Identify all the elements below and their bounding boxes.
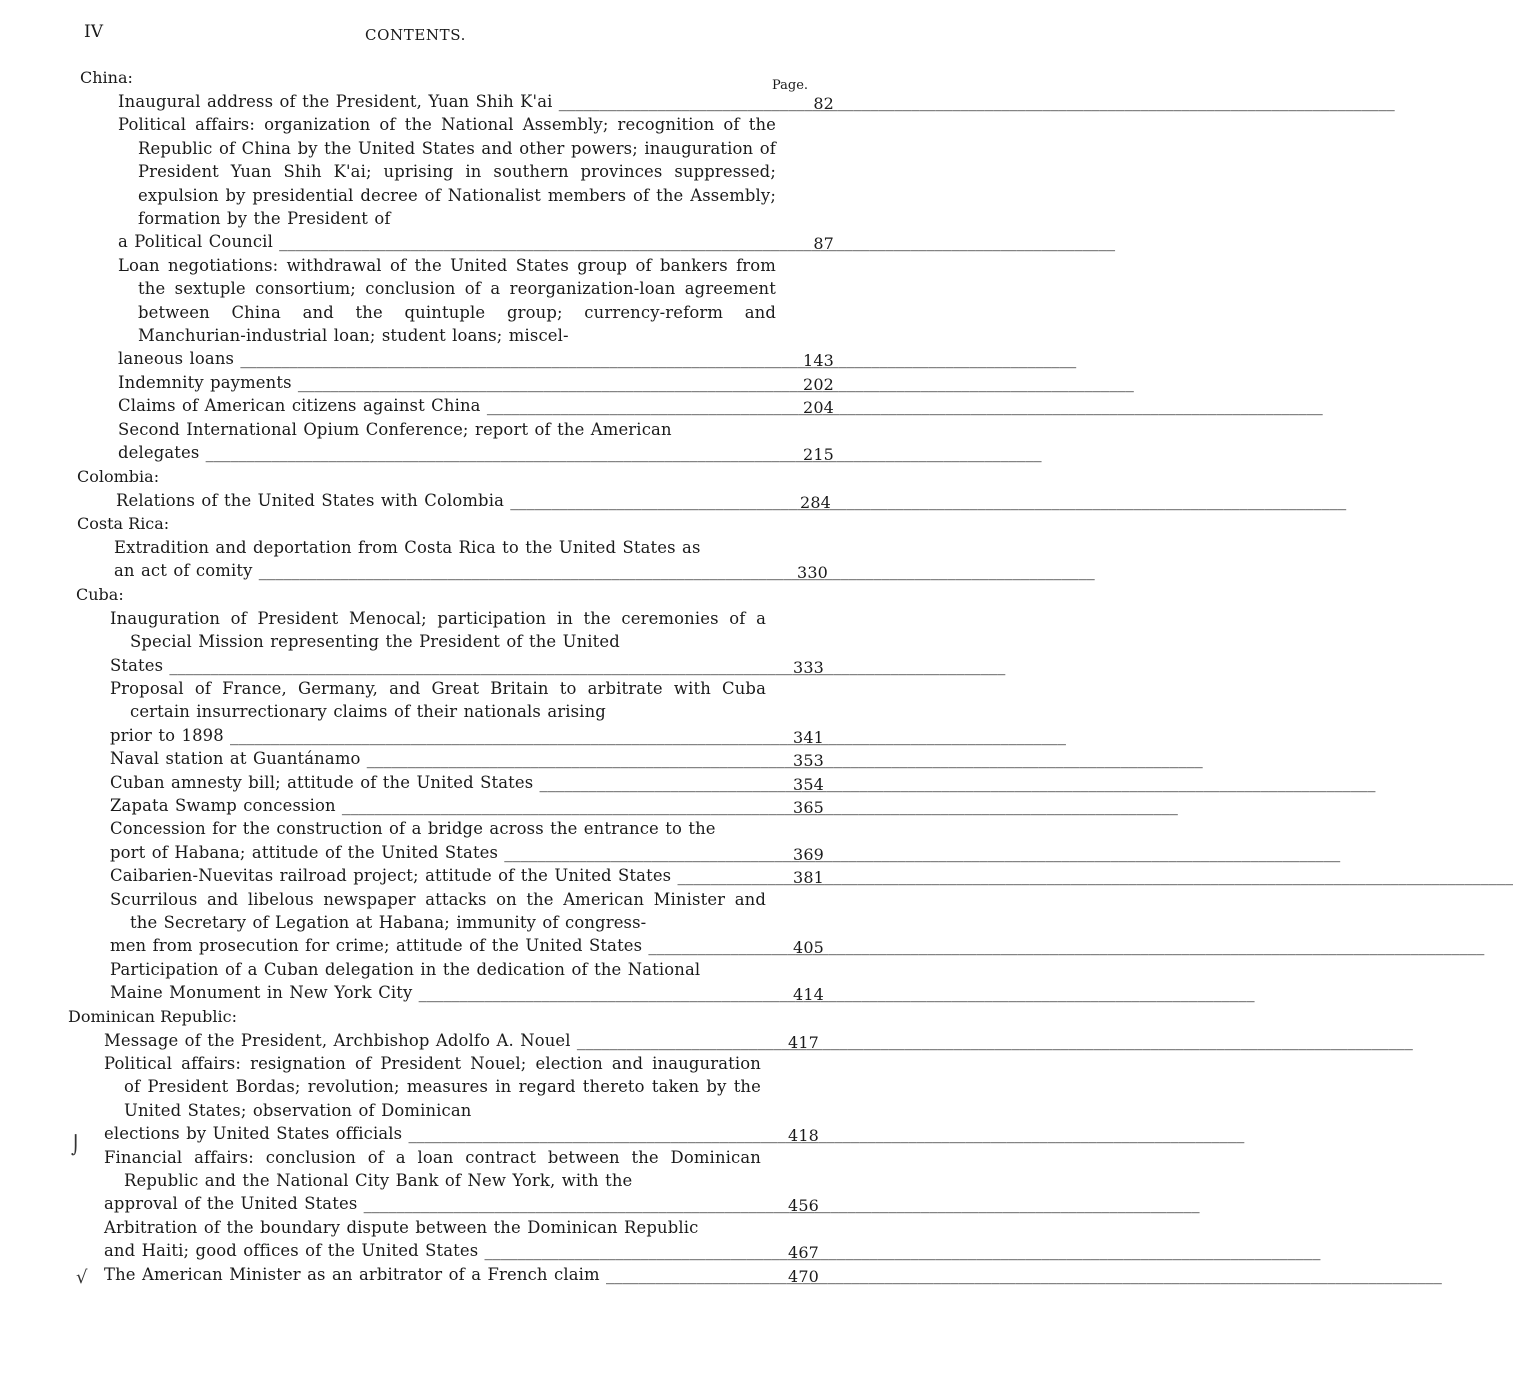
toc-entry xyxy=(104,1216,819,1263)
toc-entry-text: prior to 1898 xyxy=(110,725,224,745)
toc-entry-text: Concession for the construction of a bridge across the entrance to the xyxy=(110,819,716,839)
page-number: 204 xyxy=(803,398,834,418)
page-number: 143 xyxy=(803,351,834,371)
dot-leader xyxy=(292,373,1134,392)
page-number: 369 xyxy=(793,844,824,864)
toc-entry-text: men from prosecution for crime; attitude of the United States xyxy=(110,936,643,956)
dot-leader xyxy=(533,773,1375,792)
toc-entry xyxy=(110,677,824,747)
page-number: 284 xyxy=(800,492,831,512)
toc-entry-text: port of Habana; attitude of the United States xyxy=(110,842,499,862)
toc-entry-text: Claims of American citizens against China xyxy=(118,396,481,416)
toc-entry xyxy=(118,371,834,394)
page-number: 418 xyxy=(788,1126,819,1146)
toc-entry-text: Cuban amnesty bill; attitude of the United States xyxy=(110,772,534,792)
page-number: 215 xyxy=(803,445,834,465)
toc-entry xyxy=(114,536,828,583)
dot-leader xyxy=(336,796,1178,815)
toc-entry-text: Naval station at Guantánamo xyxy=(110,749,361,769)
dot-leader xyxy=(498,843,1340,862)
margin-pencil-mark: ⌡ xyxy=(71,1135,81,1156)
toc-entry xyxy=(110,817,824,864)
page-number: 365 xyxy=(793,797,824,817)
toc-entry-text: Inauguration of President Menocal; participation in the ceremonies of a Special Mission representing the President of the United xyxy=(110,608,766,652)
toc-entry xyxy=(110,794,824,817)
page-number: 341 xyxy=(793,727,824,747)
toc-entry-text: The American Minister as an arbitrator of a French claim xyxy=(104,1264,600,1284)
page-title: CONTENTS. xyxy=(365,26,466,44)
page-number: 405 xyxy=(793,938,824,958)
toc-entry-text: Message of the President, Archbishop Adolfo A. Nouel xyxy=(104,1030,571,1050)
toc-entry xyxy=(118,90,834,113)
toc-entry-text: Second International Opium Conference; report of the American xyxy=(118,419,672,439)
page-column-label: Page. xyxy=(772,78,809,93)
toc-entry xyxy=(118,394,834,418)
toc-entry-text: Extradition and deportation from Costa Rica to the United States as xyxy=(114,537,701,557)
margin-check-mark: √ xyxy=(76,1267,88,1288)
toc-entry-text: elections by United States officials xyxy=(104,1124,403,1144)
toc-entry-text: Financial affairs: conclusion of a loan contract between the Dominican Republic and the National City Bank of New York, with the xyxy=(104,1147,761,1191)
page-number: 330 xyxy=(797,563,828,583)
page-number: 354 xyxy=(793,774,824,794)
dot-leader xyxy=(481,396,1323,415)
page-number: 87 xyxy=(813,234,834,254)
toc-entry-text: Maine Monument in New York City xyxy=(110,983,413,1003)
toc-entry xyxy=(104,1029,819,1052)
toc-entry-text: Inaugural address of the President, Yuan Shih K'ai xyxy=(118,92,553,111)
toc-entry-text: States xyxy=(110,655,164,675)
toc-entry-text: Proposal of France, Germany, and Great Britain to arbitrate with Cuba certain insurrectionary claims of their nationals arising xyxy=(110,678,766,722)
toc-entry-text: delegates xyxy=(118,443,200,463)
toc-entry xyxy=(104,1052,819,1146)
dot-leader xyxy=(253,561,1095,580)
page-number: 417 xyxy=(788,1032,819,1052)
toc-entry xyxy=(110,607,824,677)
dot-leader xyxy=(478,1241,1320,1260)
dot-leader xyxy=(504,491,1346,510)
country-heading: Cuba: xyxy=(76,584,124,604)
toc-entry xyxy=(110,747,824,771)
toc-entry xyxy=(118,113,834,254)
page-number: 456 xyxy=(788,1196,819,1216)
page-number: 82 xyxy=(813,94,834,113)
toc-entry-text: laneous loans xyxy=(118,349,235,369)
dot-leader xyxy=(234,349,1076,368)
toc-entry xyxy=(118,418,834,465)
toc-entry-text: and Haiti; good offices of the United States xyxy=(104,1241,479,1261)
dot-leader xyxy=(642,936,1484,955)
dot-leader xyxy=(402,1124,1244,1143)
dot-leader xyxy=(199,443,1041,462)
page-number: 353 xyxy=(793,751,824,771)
dot-leader xyxy=(600,1265,1442,1284)
page-number: 381 xyxy=(793,868,824,888)
country-heading: Dominican Republic: xyxy=(68,1006,237,1026)
toc-entry-text: Indemnity payments xyxy=(118,372,292,392)
page-number: 333 xyxy=(793,657,824,677)
page-number: 470 xyxy=(788,1266,819,1286)
toc-entry-text: Political affairs: organization of the National Assembly; recognition of the Republic of China by the United States and other powers; inauguration of President Yuan Shih K'ai; uprising in southern provinces suppressed; expulsion by presidential decree of Nationalist members of the Assembly; formation by the President of xyxy=(118,115,776,229)
toc-entry xyxy=(104,1263,819,1286)
toc-entry-text: a Political Council xyxy=(118,232,273,252)
toc-entry xyxy=(110,771,824,794)
page-number: 467 xyxy=(788,1243,819,1263)
dot-leader xyxy=(412,983,1254,1002)
toc-entry-text: an act of comity xyxy=(114,561,253,581)
toc-entry xyxy=(110,888,824,958)
toc-entry xyxy=(110,864,824,888)
toc-entry-text: Political affairs: resignation of President Nouel; election and inauguration of President Bordas; revolution; measures in regard thereto taken by the United States; observation of Dominican xyxy=(104,1054,761,1120)
country-heading: China: xyxy=(80,68,133,87)
toc-entry-text: Scurrilous and libelous newspaper attacks on the American Minister and the Secretary of Legation at Habana; immunity of congress- xyxy=(110,889,766,932)
dot-leader xyxy=(163,656,1005,675)
page-number: 414 xyxy=(793,985,824,1005)
table-of-contents xyxy=(0,66,834,1286)
toc-entry-text: Arbitration of the boundary dispute between the Dominican Republic xyxy=(104,1217,699,1237)
toc-entry-text: Participation of a Cuban delegation in the dedication of the National xyxy=(110,959,701,979)
toc-entry xyxy=(118,254,834,371)
toc-entry xyxy=(104,1146,819,1216)
toc-entry xyxy=(116,489,831,512)
page-number-roman: IV xyxy=(84,22,103,42)
country-heading: Colombia: xyxy=(77,466,160,486)
dot-leader xyxy=(553,92,1395,111)
toc-entry-text: Caibarien-Nuevitas railroad project; attitude of the United States xyxy=(110,866,672,886)
page-number: 202 xyxy=(803,374,834,394)
dot-leader xyxy=(571,1031,1413,1050)
toc-entry-text: Relations of the United States with Colombia xyxy=(116,490,505,510)
dot-leader xyxy=(273,232,1115,251)
toc-entry xyxy=(110,958,824,1005)
toc-entry-text: approval of the United States xyxy=(104,1194,358,1214)
country-heading: Costa Rica: xyxy=(77,513,170,533)
dot-leader xyxy=(224,726,1066,745)
toc-entry-text: Zapata Swamp concession xyxy=(110,795,336,815)
toc-entry-text: Loan negotiations: withdrawal of the United States group of bankers from the sextuple consortium; conclusion of a reorganization-loan agreement between China and the quintuple group; currency-reform and Manchurian-industrial loan; student loans; miscel- xyxy=(118,255,776,346)
